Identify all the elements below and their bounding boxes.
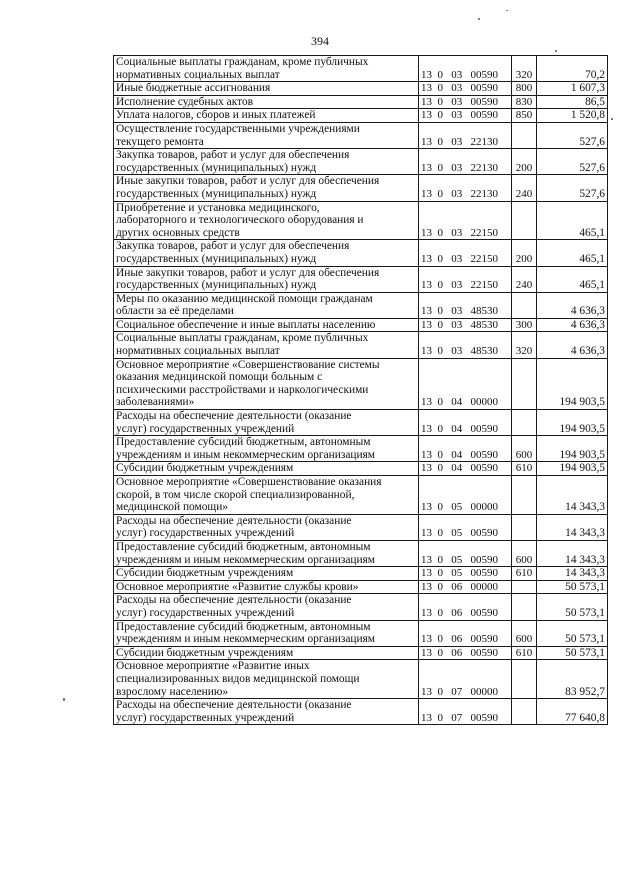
row-expense-type bbox=[512, 122, 537, 148]
table-row bbox=[114, 175, 608, 201]
row-name: Исполнение судебных актов bbox=[114, 95, 419, 109]
budget-table-body bbox=[114, 56, 608, 725]
row-name: Основное мероприятие «Совершенствование оказания скорой, в том числе скорой специализированной, медицинской помощи» bbox=[114, 476, 419, 515]
scan-speck bbox=[506, 10, 508, 11]
row-name: Иные закупки товаров, работ и услуг для обеспечения государственных (муниципальных) нужд bbox=[114, 175, 419, 201]
row-amount: 194 903,5 bbox=[537, 358, 608, 409]
row-code: 13 0 06 00590 bbox=[419, 594, 512, 620]
row-amount: 4 636,3 bbox=[537, 318, 608, 332]
row-expense-type: 240 bbox=[512, 266, 537, 292]
row-amount: 527,6 bbox=[537, 122, 608, 148]
row-amount: 70,2 bbox=[537, 56, 608, 82]
table-row bbox=[114, 149, 608, 175]
row-code: 13 0 05 00590 bbox=[419, 514, 512, 540]
row-amount: 50 573,1 bbox=[537, 594, 608, 620]
row-code: 13 0 03 22150 bbox=[419, 240, 512, 266]
table-row bbox=[114, 462, 608, 476]
row-expense-type: 600 bbox=[512, 620, 537, 646]
table-row bbox=[114, 82, 608, 96]
row-code: 13 0 04 00590 bbox=[419, 436, 512, 462]
row-code: 13 0 04 00000 bbox=[419, 358, 512, 409]
row-name: Субсидии бюджетным учреждениям bbox=[114, 646, 419, 660]
row-expense-type bbox=[512, 660, 537, 699]
table-row bbox=[114, 476, 608, 515]
row-name: Уплата налогов, сборов и иных платежей bbox=[114, 109, 419, 123]
scan-speck bbox=[555, 50, 557, 52]
row-expense-type bbox=[512, 292, 537, 318]
row-code: 13 0 03 00590 bbox=[419, 82, 512, 96]
row-name: Осуществление государственными учреждениями текущего ремонта bbox=[114, 122, 419, 148]
budget-table bbox=[113, 55, 608, 725]
row-expense-type: 610 bbox=[512, 567, 537, 581]
table-row bbox=[114, 699, 608, 725]
table-row bbox=[114, 594, 608, 620]
row-expense-type: 200 bbox=[512, 240, 537, 266]
row-amount: 50 573,1 bbox=[537, 580, 608, 594]
table-row bbox=[114, 514, 608, 540]
row-amount: 14 343,3 bbox=[537, 540, 608, 566]
row-expense-type bbox=[512, 594, 537, 620]
row-code: 13 0 05 00000 bbox=[419, 476, 512, 515]
table-row bbox=[114, 109, 608, 123]
row-amount: 1 607,3 bbox=[537, 82, 608, 96]
row-code: 13 0 03 22130 bbox=[419, 149, 512, 175]
table-row bbox=[114, 567, 608, 581]
row-code: 13 0 03 22150 bbox=[419, 266, 512, 292]
row-expense-type bbox=[512, 358, 537, 409]
row-expense-type: 300 bbox=[512, 318, 537, 332]
row-amount: 527,6 bbox=[537, 149, 608, 175]
page-number: 394 bbox=[311, 34, 329, 48]
row-name: Социальное обеспечение и иные выплаты населению bbox=[114, 318, 419, 332]
row-name: Предоставление субсидий бюджетным, автономным учреждениям и иным некоммерческим организациям bbox=[114, 540, 419, 566]
row-expense-type: 320 bbox=[512, 332, 537, 358]
row-amount: 14 343,3 bbox=[537, 514, 608, 540]
table-row bbox=[114, 318, 608, 332]
row-name: Основное мероприятие «Совершенствование системы оказания медицинской помощи больным с психическими расстройствами и наркологическими заболеваниями» bbox=[114, 358, 419, 409]
row-name: Расходы на обеспечение деятельности (оказание услуг) государственных учреждений bbox=[114, 514, 419, 540]
row-name: Социальные выплаты гражданам, кроме публичных нормативных социальных выплат bbox=[114, 56, 419, 82]
row-amount: 1 520,8 bbox=[537, 109, 608, 123]
row-amount: 83 952,7 bbox=[537, 660, 608, 699]
row-amount: 465,1 bbox=[537, 240, 608, 266]
table-row bbox=[114, 646, 608, 660]
row-amount: 194 903,5 bbox=[537, 462, 608, 476]
row-name: Основное мероприятие «Развитие иных специализированных видов медицинской помощи взрослому населению» bbox=[114, 660, 419, 699]
table-row bbox=[114, 358, 608, 409]
row-expense-type: 200 bbox=[512, 149, 537, 175]
table-row bbox=[114, 95, 608, 109]
row-amount: 86,5 bbox=[537, 95, 608, 109]
row-code: 13 0 03 22150 bbox=[419, 201, 512, 240]
table-row bbox=[114, 292, 608, 318]
row-name: Меры по оказанию медицинской помощи гражданам области за её пределами bbox=[114, 292, 419, 318]
row-code: 13 0 03 00590 bbox=[419, 56, 512, 82]
row-name: Расходы на обеспечение деятельности (оказание услуг) государственных учреждений bbox=[114, 594, 419, 620]
scan-speck bbox=[611, 118, 613, 120]
table-row bbox=[114, 240, 608, 266]
row-expense-type bbox=[512, 514, 537, 540]
row-expense-type: 610 bbox=[512, 646, 537, 660]
row-amount: 50 573,1 bbox=[537, 620, 608, 646]
row-code: 13 0 03 22130 bbox=[419, 175, 512, 201]
row-code: 13 0 03 48530 bbox=[419, 292, 512, 318]
table-row bbox=[114, 201, 608, 240]
row-amount: 4 636,3 bbox=[537, 292, 608, 318]
row-amount: 14 343,3 bbox=[537, 476, 608, 515]
row-code: 13 0 05 00590 bbox=[419, 567, 512, 581]
row-amount: 4 636,3 bbox=[537, 332, 608, 358]
row-amount: 50 573,1 bbox=[537, 646, 608, 660]
row-name: Расходы на обеспечение деятельности (оказание услуг) государственных учреждений bbox=[114, 699, 419, 725]
table-row bbox=[114, 122, 608, 148]
row-name: Иные закупки товаров, работ и услуг для обеспечения государственных (муниципальных) нужд bbox=[114, 266, 419, 292]
row-name: Иные бюджетные ассигнования bbox=[114, 82, 419, 96]
row-code: 13 0 03 48530 bbox=[419, 332, 512, 358]
row-code: 13 0 03 22130 bbox=[419, 122, 512, 148]
row-name: Социальные выплаты гражданам, кроме публичных нормативных социальных выплат bbox=[114, 332, 419, 358]
row-code: 13 0 07 00590 bbox=[419, 699, 512, 725]
row-amount: 527,6 bbox=[537, 175, 608, 201]
table-row bbox=[114, 540, 608, 566]
row-code: 13 0 07 00000 bbox=[419, 660, 512, 699]
table-row bbox=[114, 580, 608, 594]
table-row bbox=[114, 620, 608, 646]
row-amount: 14 343,3 bbox=[537, 567, 608, 581]
row-name: Основное мероприятие «Развитие службы крови» bbox=[114, 580, 419, 594]
row-code: 13 0 03 48530 bbox=[419, 318, 512, 332]
row-expense-type bbox=[512, 201, 537, 240]
row-name: Приобретение и установка медицинского, лабораторного и технологического оборудования и других основных средств bbox=[114, 201, 419, 240]
table-row bbox=[114, 332, 608, 358]
row-expense-type: 600 bbox=[512, 540, 537, 566]
row-expense-type bbox=[512, 410, 537, 436]
row-expense-type bbox=[512, 580, 537, 594]
row-expense-type: 610 bbox=[512, 462, 537, 476]
row-code: 13 0 03 00590 bbox=[419, 95, 512, 109]
row-amount: 77 640,8 bbox=[537, 699, 608, 725]
table-row bbox=[114, 660, 608, 699]
row-amount: 194 903,5 bbox=[537, 410, 608, 436]
row-expense-type: 800 bbox=[512, 82, 537, 96]
row-expense-type: 850 bbox=[512, 109, 537, 123]
row-amount: 465,1 bbox=[537, 266, 608, 292]
row-name: Субсидии бюджетным учреждениям bbox=[114, 462, 419, 476]
row-expense-type: 320 bbox=[512, 56, 537, 82]
table-row bbox=[114, 410, 608, 436]
row-expense-type: 240 bbox=[512, 175, 537, 201]
scan-speck bbox=[478, 18, 480, 20]
scan-speck bbox=[63, 698, 65, 701]
row-code: 13 0 06 00590 bbox=[419, 646, 512, 660]
row-code: 13 0 03 00590 bbox=[419, 109, 512, 123]
table-row bbox=[114, 266, 608, 292]
row-code: 13 0 06 00590 bbox=[419, 620, 512, 646]
table-row bbox=[114, 436, 608, 462]
row-expense-type bbox=[512, 699, 537, 725]
row-name: Субсидии бюджетным учреждениям bbox=[114, 567, 419, 581]
row-amount: 194 903,5 bbox=[537, 436, 608, 462]
row-code: 13 0 04 00590 bbox=[419, 410, 512, 436]
table-row bbox=[114, 56, 608, 82]
row-expense-type: 830 bbox=[512, 95, 537, 109]
row-name: Предоставление субсидий бюджетным, автономным учреждениям и иным некоммерческим организациям bbox=[114, 436, 419, 462]
row-name: Расходы на обеспечение деятельности (оказание услуг) государственных учреждений bbox=[114, 410, 419, 436]
row-amount: 465,1 bbox=[537, 201, 608, 240]
row-name: Закупка товаров, работ и услуг для обеспечения государственных (муниципальных) нужд bbox=[114, 240, 419, 266]
row-code: 13 0 06 00000 bbox=[419, 580, 512, 594]
row-code: 13 0 04 00590 bbox=[419, 462, 512, 476]
row-expense-type: 600 bbox=[512, 436, 537, 462]
row-name: Предоставление субсидий бюджетным, автономным учреждениям и иным некоммерческим организациям bbox=[114, 620, 419, 646]
row-expense-type bbox=[512, 476, 537, 515]
row-code: 13 0 05 00590 bbox=[419, 540, 512, 566]
row-name: Закупка товаров, работ и услуг для обеспечения государственных (муниципальных) нужд bbox=[114, 149, 419, 175]
